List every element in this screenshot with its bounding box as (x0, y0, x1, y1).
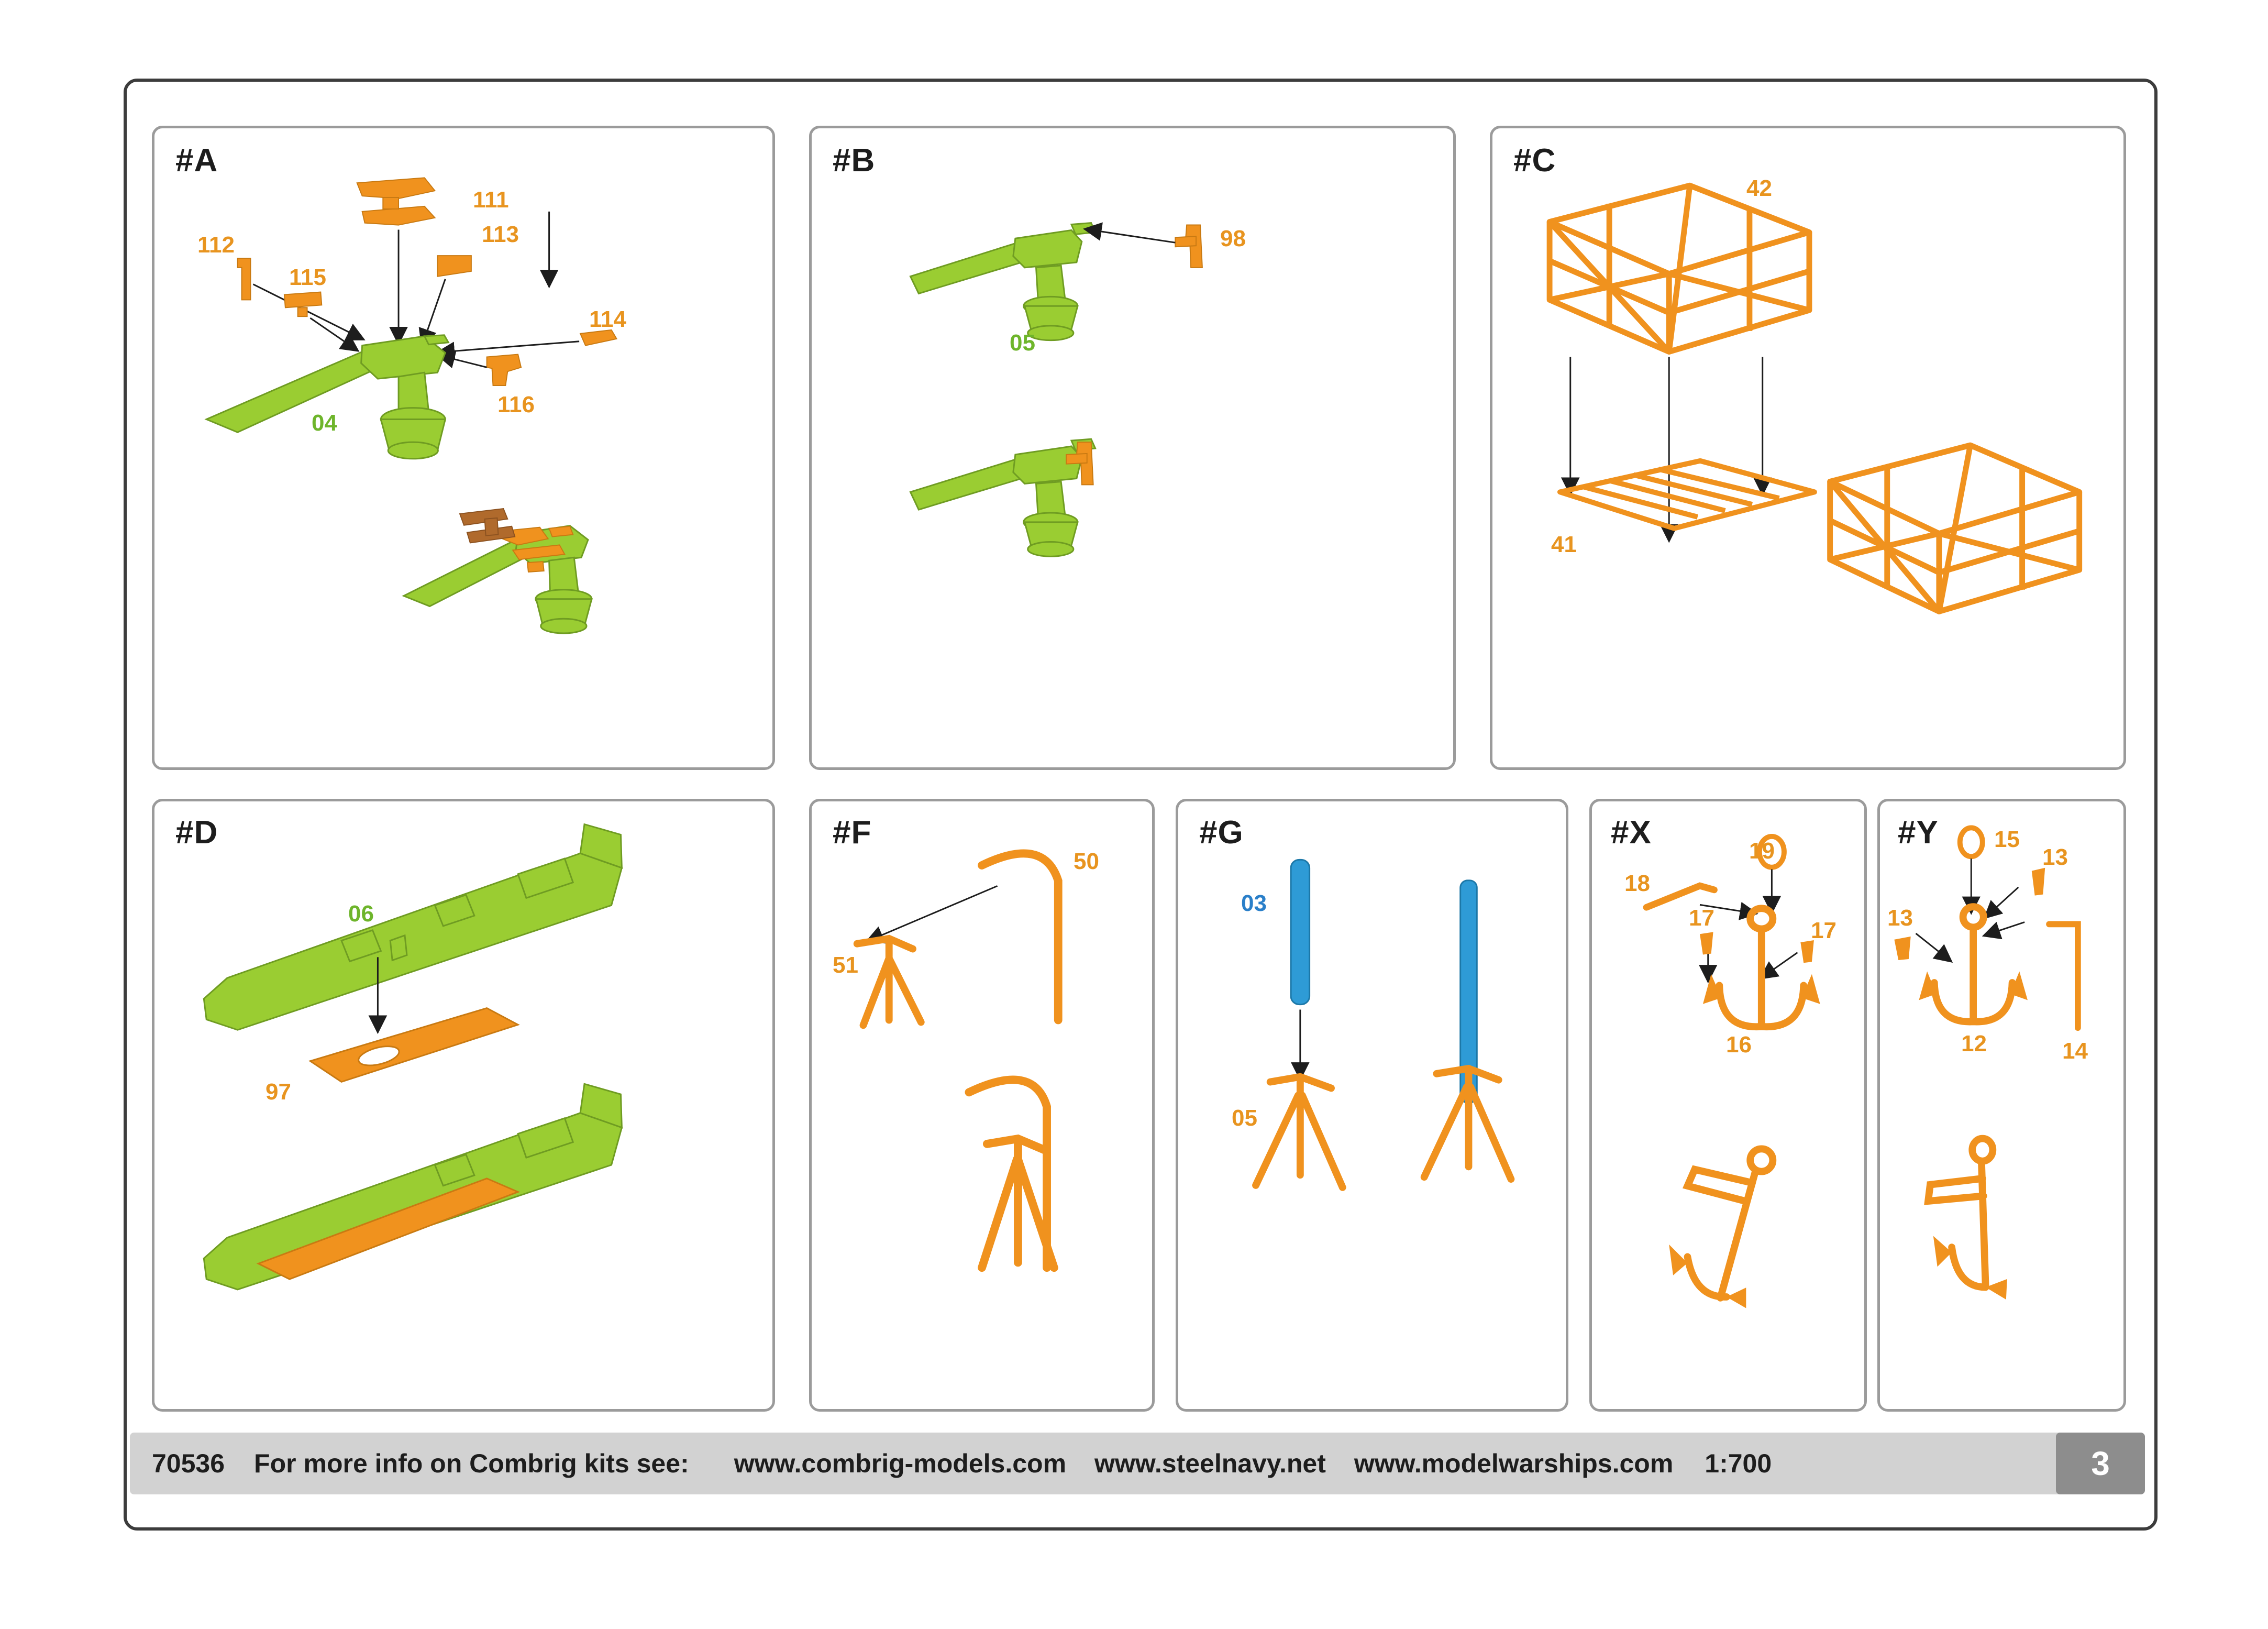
panel-C (1490, 126, 2126, 770)
label-97: 97 (265, 1079, 291, 1105)
assembled-anchor (1669, 1149, 1773, 1308)
panel-X (1589, 799, 1867, 1412)
label-14: 14 (2062, 1038, 2088, 1064)
part-14-rod (2049, 924, 2078, 1028)
panel-Y-title: #Y (1898, 814, 1939, 851)
label-51: 51 (833, 952, 858, 978)
panel-Y-artwork (1880, 801, 2123, 1409)
panel-C-artwork (1492, 128, 2123, 767)
scale-label: 1:700 (1705, 1449, 1772, 1478)
panel-Y (1877, 799, 2126, 1412)
panel-A (152, 126, 775, 770)
assembled-mast-tripod (1424, 880, 1511, 1179)
label-06: 06 (348, 901, 374, 927)
label-42: 42 (1746, 175, 1772, 201)
assembled-barrel (204, 1084, 622, 1290)
panel-B-title: #B (833, 142, 876, 179)
link-modelwarships[interactable]: www.modelwarships.com (1354, 1449, 1674, 1478)
panel-X-title: #X (1611, 814, 1652, 851)
panel-F (809, 799, 1155, 1412)
label-112: 112 (197, 232, 235, 258)
part-18-stock (1646, 886, 1714, 907)
part-42-frame-bottom (1830, 445, 2079, 611)
panel-F-artwork (812, 801, 1152, 1409)
label-16: 16 (1726, 1032, 1752, 1058)
label-04: 04 (312, 410, 337, 436)
part-42-frame-top (1550, 185, 1809, 351)
part-97-plate (311, 1008, 518, 1082)
label-05: 05 (1232, 1105, 1257, 1131)
panel-B (809, 126, 1456, 770)
page-number: 3 (2091, 1445, 2110, 1482)
label-18: 18 (1624, 871, 1650, 896)
part-12-anchor (1919, 907, 2028, 1021)
part-03-mast (1291, 860, 1310, 1004)
panel-B-artwork (812, 128, 1453, 767)
panel-C-title: #C (1513, 142, 1556, 179)
link-combrig[interactable]: www.combrig-models.com (734, 1449, 1067, 1478)
label-12: 12 (1961, 1031, 1987, 1056)
label-98: 98 (1220, 226, 1246, 251)
part-41-grating (1560, 461, 1815, 529)
link-steelnavy[interactable]: www.steelnavy.net (1094, 1449, 1326, 1478)
label-41: 41 (1551, 532, 1577, 557)
part-06-barrel (204, 824, 622, 1030)
label-17-left: 17 (1689, 905, 1714, 931)
part-16-anchor (1703, 908, 1820, 1027)
panel-D-title: #D (175, 814, 218, 851)
label-17-right: 17 (1811, 918, 1836, 943)
part-05-gun-top (910, 223, 1095, 340)
label-115: 115 (289, 265, 326, 290)
part-13-fluke-right (2032, 868, 2045, 896)
part-04-gun (206, 335, 448, 459)
label-03: 03 (1241, 890, 1267, 916)
label-111: 111 (473, 187, 509, 213)
label-114: 114 (589, 306, 626, 332)
part-116-shape (487, 355, 521, 386)
assembled-gun-04 (404, 509, 592, 633)
assembled-davit (969, 1080, 1054, 1268)
assembled-anchor-Y (1928, 1139, 2007, 1300)
panel-G (1176, 799, 1568, 1412)
panel-F-title: #F (833, 814, 872, 851)
part-113-shape (437, 256, 471, 277)
part-115-shape (284, 292, 322, 317)
label-19: 19 (1749, 838, 1775, 864)
label-05: 05 (1010, 330, 1035, 356)
part-05-tripod (1256, 1077, 1343, 1187)
label-13-right: 13 (2042, 844, 2068, 870)
footer-bar (130, 1433, 2145, 1494)
assembled-gun-05 (910, 439, 1095, 556)
panel-D (152, 799, 775, 1412)
panel-D-artwork (154, 801, 772, 1409)
panel-G-title: #G (1199, 814, 1244, 851)
part-112-shape (238, 258, 251, 300)
part-111-shape (357, 178, 435, 225)
part-15-ring (1960, 828, 1983, 856)
part-98-shape (1175, 225, 1202, 267)
page-number-tab (2056, 1433, 2145, 1494)
part-17-fluke-left (1700, 932, 1713, 954)
part-50-davit (982, 853, 1058, 1020)
label-113: 113 (482, 222, 519, 247)
kit-number: 70536 (152, 1449, 225, 1478)
panel-A-artwork (154, 128, 772, 767)
label-13-left: 13 (1887, 905, 1913, 931)
label-50: 50 (1074, 849, 1099, 874)
panel-A-title: #A (175, 142, 218, 179)
footer-text: For more info on Combrig kits see: (254, 1449, 689, 1478)
part-13-fluke-left (1894, 937, 1910, 960)
label-15: 15 (1994, 827, 2020, 852)
label-116: 116 (497, 392, 535, 417)
part-51-legs (857, 939, 921, 1025)
